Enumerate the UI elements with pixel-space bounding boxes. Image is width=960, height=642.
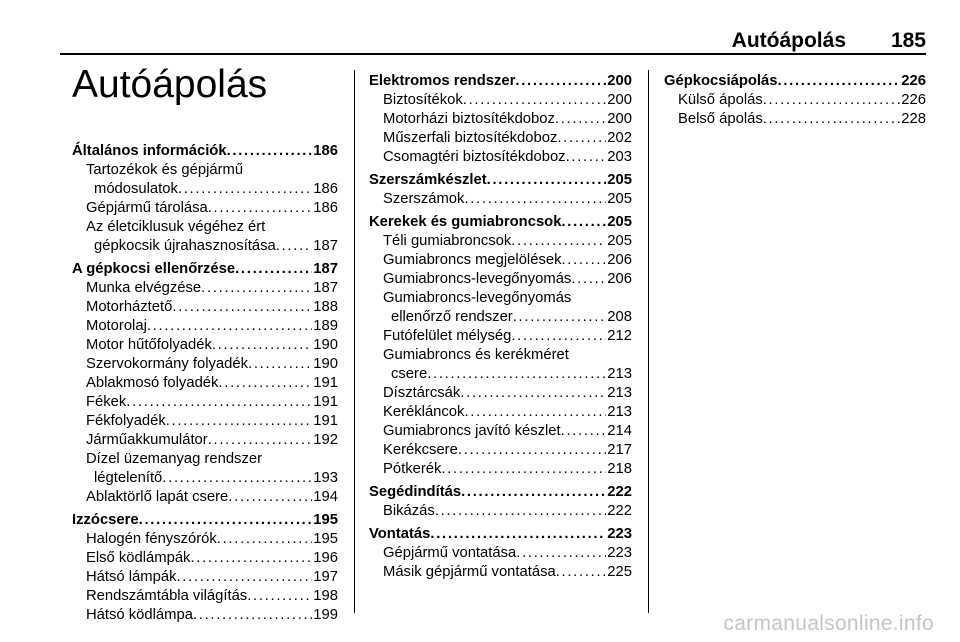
toc-entry-text[interactable]: Az életciklusuk végéhez ért xyxy=(86,219,266,235)
toc-entry[interactable] xyxy=(72,336,338,355)
dot-leader xyxy=(460,384,606,403)
page-number: 185 xyxy=(890,29,926,52)
dot-leader xyxy=(487,171,607,190)
toc-entry-page-number: 192 xyxy=(313,432,338,448)
toc-entry-page-number: 194 xyxy=(313,489,338,505)
toc-entry-page-number: 187 xyxy=(313,238,338,254)
toc-entry-page-number: 190 xyxy=(313,356,338,372)
toc-section xyxy=(72,260,338,507)
dot-leader xyxy=(561,251,606,270)
dot-leader xyxy=(561,213,606,232)
toc-entry-text: Gépjármű tárolása xyxy=(86,200,208,216)
toc-entry[interactable] xyxy=(72,530,338,549)
toc-entry-text: Kerékcsere xyxy=(383,442,458,458)
dot-leader xyxy=(458,441,606,460)
toc-entry-text: Fékek xyxy=(86,394,127,410)
section-title: Általános információk xyxy=(72,143,227,159)
dot-leader xyxy=(247,587,312,606)
dot-leader xyxy=(441,460,606,479)
toc-entry-text[interactable]: Tartozékok és gépjármű xyxy=(86,162,244,178)
toc-entry-text: Rendszámtábla világítás xyxy=(86,588,248,604)
toc-entry-text: Bikázás xyxy=(383,503,435,519)
toc-entry-page-number: 206 xyxy=(607,252,632,268)
toc-entry[interactable] xyxy=(72,180,338,199)
toc-entry-text: Motor hűtőfolyadék xyxy=(86,337,212,353)
toc-entry[interactable] xyxy=(72,606,338,625)
toc-section-heading[interactable] xyxy=(664,72,926,91)
toc-entry-text: Biztosítékok xyxy=(383,92,463,108)
toc-entry-text: Hátsó ködlámpa xyxy=(86,607,193,623)
dot-leader xyxy=(778,72,901,91)
toc-entry-text: légtelenítő xyxy=(94,470,163,486)
toc-entry-text: Első ködlámpák xyxy=(86,550,191,566)
toc-entry-text: Ablaktörlő lapát csere xyxy=(86,489,229,505)
toc-entry-page-number: 200 xyxy=(607,92,632,108)
dot-leader xyxy=(235,260,312,279)
dot-leader xyxy=(571,270,606,289)
dot-leader xyxy=(176,568,312,587)
toc-section-heading[interactable] xyxy=(72,260,338,279)
toc-entry[interactable] xyxy=(369,544,632,563)
toc-entry-text: Pótkerék xyxy=(383,461,442,477)
toc-entry[interactable] xyxy=(369,422,632,441)
dot-leader xyxy=(172,298,312,317)
dot-leader xyxy=(555,110,606,129)
toc-entry-text[interactable]: Gumiabroncs-levegőnyomás xyxy=(383,290,572,306)
dot-leader xyxy=(427,365,606,384)
column-divider xyxy=(648,70,649,613)
toc-section xyxy=(664,72,926,129)
toc-entry-text: Motorháztető xyxy=(86,299,173,315)
column-divider xyxy=(354,70,355,613)
toc-column-1 xyxy=(72,142,338,629)
dot-leader xyxy=(147,317,312,336)
toc-section-heading[interactable] xyxy=(369,72,632,91)
toc-entry-page-number: 199 xyxy=(313,607,338,623)
section-title: Elektromos rendszer xyxy=(369,73,516,89)
dot-leader xyxy=(218,374,312,393)
dot-leader xyxy=(513,308,607,327)
toc-entry-page-number: 203 xyxy=(607,149,632,165)
dot-leader xyxy=(217,530,313,549)
dot-leader xyxy=(461,483,606,502)
toc-entry-page-number: 228 xyxy=(901,111,926,127)
toc-column-2 xyxy=(369,72,632,586)
toc-entry-page-number: 186 xyxy=(313,200,338,216)
toc-entry-page-number: 189 xyxy=(313,318,338,334)
toc-entry-text[interactable]: Gumiabroncs és kerékméret xyxy=(383,347,569,363)
toc-entry[interactable] xyxy=(369,308,632,327)
dot-leader xyxy=(162,469,312,488)
dot-leader xyxy=(201,279,312,298)
toc-entry-text: ellenőrző rendszer xyxy=(391,309,513,325)
dot-leader xyxy=(139,511,313,530)
toc-entry-page-number: 202 xyxy=(607,130,632,146)
toc-entry-page-number: 187 xyxy=(313,280,338,296)
toc-entry-text: Téli gumiabroncsok xyxy=(383,233,512,249)
toc-entry[interactable] xyxy=(72,237,338,256)
toc-entry-page-number: 218 xyxy=(607,461,632,477)
dot-leader xyxy=(190,549,312,568)
toc-entry-page-number: 196 xyxy=(313,550,338,566)
toc-entry-text: Járműakkumulátor xyxy=(86,432,208,448)
section-title: Kerekek és gumiabroncsok xyxy=(369,214,562,230)
dot-leader xyxy=(561,422,607,441)
dot-leader xyxy=(276,237,313,256)
toc-entry-text: Szerszámok xyxy=(383,191,465,207)
toc-entry[interactable] xyxy=(72,568,338,587)
dot-leader xyxy=(763,110,901,129)
toc-entry[interactable] xyxy=(664,91,926,110)
toc-entry-text: Futófelület mélység xyxy=(383,328,512,344)
toc-entry-page-number: 217 xyxy=(607,442,632,458)
dot-leader xyxy=(126,393,312,412)
toc-entry[interactable] xyxy=(664,110,926,129)
section-page-number: 205 xyxy=(607,172,632,188)
dot-leader xyxy=(557,129,606,148)
toc-entry[interactable] xyxy=(72,279,338,298)
dot-leader xyxy=(248,355,312,374)
dot-leader xyxy=(464,190,606,209)
toc-entry-text: Dísztárcsák xyxy=(383,385,461,401)
toc-entry-page-number: 226 xyxy=(901,92,926,108)
section-page-number: 195 xyxy=(313,512,338,528)
toc-entry-text: módosulatok xyxy=(94,181,178,197)
toc-entry[interactable] xyxy=(369,270,632,289)
toc-entry[interactable] xyxy=(72,393,338,412)
toc-entry[interactable] xyxy=(72,374,338,393)
toc-entry-page-number: 195 xyxy=(313,531,338,547)
toc-section-heading[interactable] xyxy=(72,511,338,530)
section-page-number: 222 xyxy=(607,484,632,500)
toc-entry-page-number: 222 xyxy=(607,503,632,519)
toc-section-heading[interactable] xyxy=(369,483,632,502)
dot-leader xyxy=(516,544,606,563)
toc-entry-page-number: 212 xyxy=(607,328,632,344)
toc-column-3 xyxy=(664,72,926,133)
toc-entry[interactable] xyxy=(369,91,632,110)
toc-entry[interactable] xyxy=(369,232,632,251)
toc-entry-text: Motorházi biztosítékdoboz xyxy=(383,111,555,127)
toc-entry[interactable] xyxy=(369,441,632,460)
toc-entry-page-number: 206 xyxy=(607,271,632,287)
page-header xyxy=(60,28,926,54)
toc-section xyxy=(369,72,632,167)
dot-leader xyxy=(435,502,606,521)
toc-entry-text: csere xyxy=(391,366,428,382)
toc-entry-page-number: 225 xyxy=(607,564,632,580)
toc-entry[interactable] xyxy=(72,355,338,374)
section-title: Segédindítás xyxy=(369,484,462,500)
toc-section xyxy=(72,511,338,625)
dot-leader xyxy=(166,412,313,431)
toc-entry-page-number: 205 xyxy=(607,191,632,207)
toc-section-heading[interactable] xyxy=(369,213,632,232)
toc-entry-text: Ablakmosó folyadék xyxy=(86,375,219,391)
toc-entry[interactable] xyxy=(72,549,338,568)
toc-entry-page-number: 188 xyxy=(313,299,338,315)
toc-entry-text: Szervokormány folyadék xyxy=(86,356,249,372)
dot-leader xyxy=(463,91,607,110)
section-page-number: 187 xyxy=(313,261,338,277)
dot-leader xyxy=(464,403,606,422)
toc-section xyxy=(72,142,338,256)
toc-entry[interactable] xyxy=(72,199,338,218)
toc-entry-text[interactable]: Dízel üzemanyag rendszer xyxy=(86,451,263,467)
dot-leader xyxy=(208,199,313,218)
dot-leader xyxy=(511,327,606,346)
toc-entry-text: Gumiabroncs megjelölések xyxy=(383,252,562,268)
toc-entry[interactable] xyxy=(369,384,632,403)
toc-section xyxy=(369,483,632,521)
toc-entry[interactable] xyxy=(369,251,632,270)
toc-entry[interactable] xyxy=(72,298,338,317)
toc-entry-page-number: 190 xyxy=(313,337,338,353)
toc-entry-text: Halogén fényszórók xyxy=(86,531,217,547)
section-title: Gépkocsiápolás xyxy=(664,73,778,89)
toc-entry-page-number: 223 xyxy=(607,545,632,561)
toc-entry-text: Másik gépjármű vontatása xyxy=(383,564,556,580)
dot-leader xyxy=(515,72,606,91)
dot-leader xyxy=(178,180,312,199)
section-page-number: 186 xyxy=(313,143,338,159)
toc-entry-text: Csomagtéri biztosítékdoboz xyxy=(383,149,566,165)
toc-entry[interactable] xyxy=(72,317,338,336)
toc-entry[interactable] xyxy=(72,412,338,431)
toc-entry-text: Munka elvégzése xyxy=(86,280,202,296)
toc-entry[interactable] xyxy=(369,365,632,384)
toc-entry-page-number: 205 xyxy=(607,233,632,249)
dot-leader xyxy=(430,525,606,544)
section-title: Vontatás xyxy=(369,526,431,542)
toc-entry[interactable] xyxy=(369,190,632,209)
toc-section-heading[interactable] xyxy=(369,171,632,190)
toc-entry[interactable] xyxy=(369,502,632,521)
toc-entry[interactable] xyxy=(72,587,338,606)
dot-leader xyxy=(212,336,312,355)
toc-entry-page-number: 214 xyxy=(607,423,632,439)
toc-entry[interactable] xyxy=(369,403,632,422)
section-title: A gépkocsi ellenőrzése xyxy=(72,261,236,277)
toc-entry-text: Belső ápolás xyxy=(678,111,763,127)
toc-entry[interactable] xyxy=(72,488,338,507)
section-page-number: 200 xyxy=(607,73,632,89)
toc-entry-text: gépkocsik újrahasznosítása xyxy=(94,238,276,254)
toc-entry-page-number: 198 xyxy=(313,588,338,604)
toc-entry-text: Kerékláncok xyxy=(383,404,465,420)
dot-leader xyxy=(511,232,606,251)
toc-entry-page-number: 191 xyxy=(313,394,338,410)
toc-entry-page-number: 208 xyxy=(607,309,632,325)
toc-entry-text: Motorolaj xyxy=(86,318,147,334)
toc-section-heading[interactable] xyxy=(72,142,338,161)
toc-entry-text: Fékfolyadék xyxy=(86,413,166,429)
toc-entry-page-number: 186 xyxy=(313,181,338,197)
toc-entry[interactable] xyxy=(369,563,632,582)
toc-entry-text: Gumiabroncs-levegőnyomás xyxy=(383,271,572,287)
dot-leader xyxy=(228,488,312,507)
toc-entry-text: Műszerfali biztosítékdoboz xyxy=(383,130,558,146)
running-header-title: Autóápolás xyxy=(731,29,846,52)
toc-entry-page-number: 197 xyxy=(313,569,338,585)
toc-entry[interactable] xyxy=(72,469,338,488)
toc-entry-page-number: 200 xyxy=(607,111,632,127)
dot-leader xyxy=(227,142,313,161)
toc-entry[interactable] xyxy=(369,110,632,129)
section-page-number: 205 xyxy=(607,214,632,230)
toc-entry-page-number: 191 xyxy=(313,413,338,429)
toc-entry-page-number: 213 xyxy=(607,366,632,382)
dot-leader xyxy=(208,431,313,450)
section-page-number: 226 xyxy=(901,73,926,89)
chapter-title: Autóápolás xyxy=(72,63,268,106)
toc-section xyxy=(369,213,632,479)
toc-entry-text: Külső ápolás xyxy=(678,92,763,108)
toc-entry-text: Hátsó lámpák xyxy=(86,569,177,585)
dot-leader xyxy=(763,91,901,110)
header-rule xyxy=(60,53,926,55)
toc-entry-page-number: 213 xyxy=(607,385,632,401)
toc-entry[interactable] xyxy=(369,460,632,479)
toc-entry[interactable] xyxy=(369,129,632,148)
toc-entry[interactable] xyxy=(72,431,338,450)
toc-entry-page-number: 213 xyxy=(607,404,632,420)
section-title: Szerszámkészlet xyxy=(369,172,487,188)
toc-entry-page-number: 191 xyxy=(313,375,338,391)
section-page-number: 223 xyxy=(607,526,632,542)
section-title: Izzócsere xyxy=(72,512,139,528)
toc-entry-page-number: 193 xyxy=(313,470,338,486)
dot-leader xyxy=(566,148,607,167)
toc-section xyxy=(369,525,632,582)
toc-section xyxy=(369,171,632,209)
dot-leader xyxy=(193,606,312,625)
toc-entry-text: Gumiabroncs javító készlet xyxy=(383,423,561,439)
watermark: carmanualsonline.info xyxy=(723,612,934,635)
toc-entry[interactable] xyxy=(369,327,632,346)
toc-entry-text: Gépjármű vontatása xyxy=(383,545,517,561)
dot-leader xyxy=(556,563,607,582)
toc-section-heading[interactable] xyxy=(369,525,632,544)
toc-entry[interactable] xyxy=(369,148,632,167)
